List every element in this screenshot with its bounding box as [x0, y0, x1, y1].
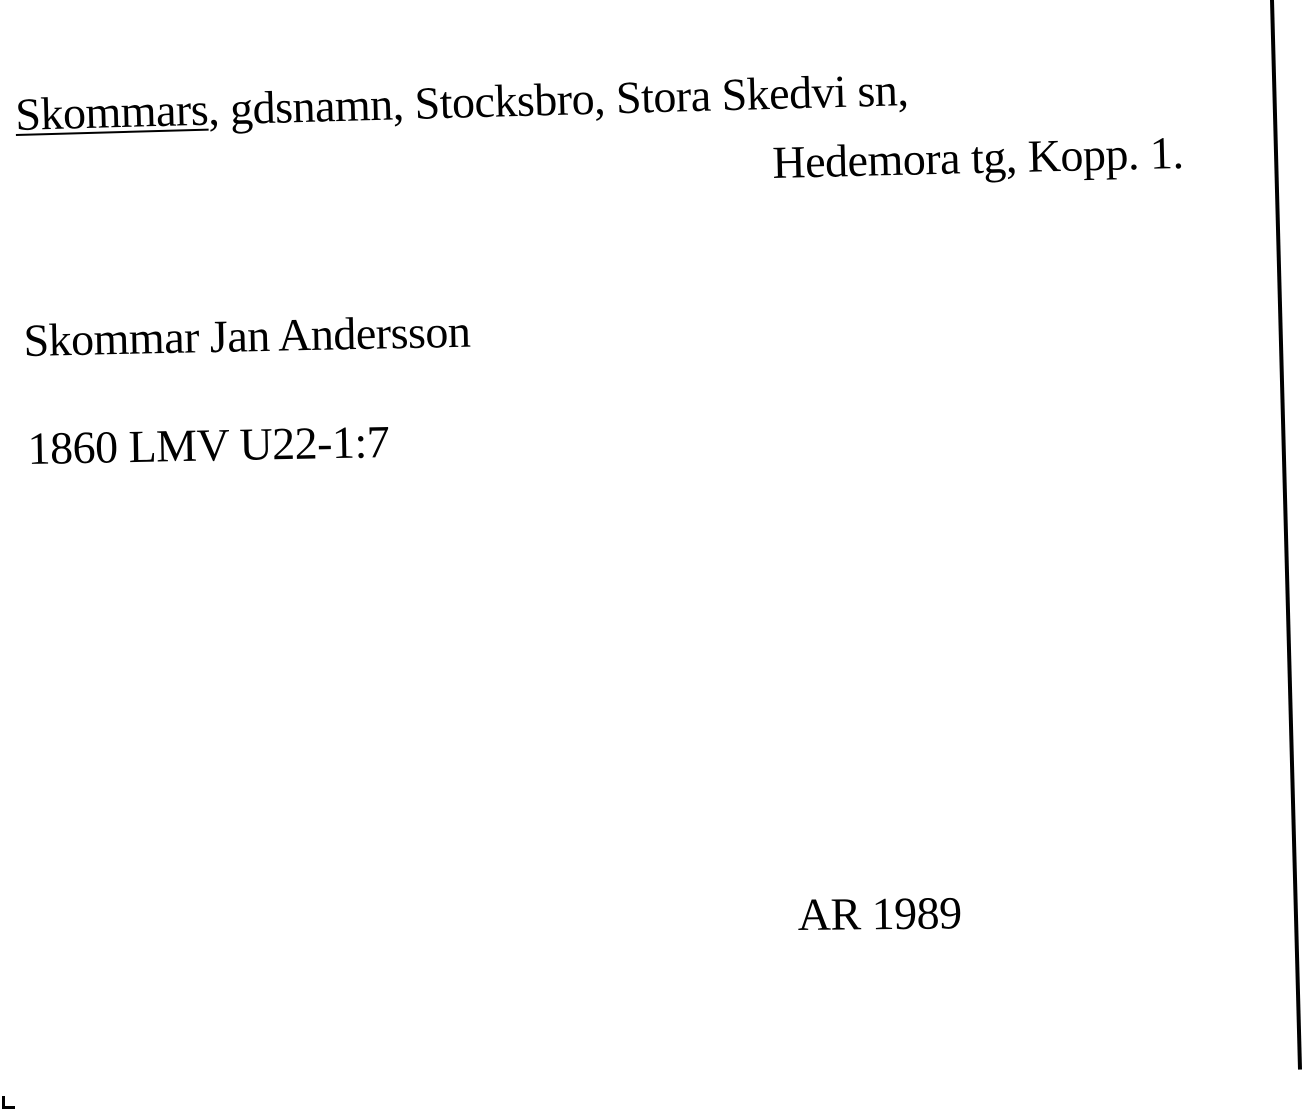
- card-corner-mark: [2, 1096, 15, 1109]
- heading-details: , gdsnamn, Stocksbro, Stora Skedvi sn,: [207, 64, 909, 135]
- card-heading-line-2: Hedemora tg, Kopp. 1.: [771, 126, 1185, 188]
- card-heading-line-1: [14, 64, 909, 140]
- recorder-signature: AR 1989: [797, 887, 962, 940]
- card-right-edge: [1270, 0, 1302, 1070]
- source-reference: 1860 LMV U22-1:7: [27, 416, 390, 474]
- person-name: Skommar Jan Andersson: [22, 305, 471, 366]
- headword: Skommars: [14, 83, 209, 140]
